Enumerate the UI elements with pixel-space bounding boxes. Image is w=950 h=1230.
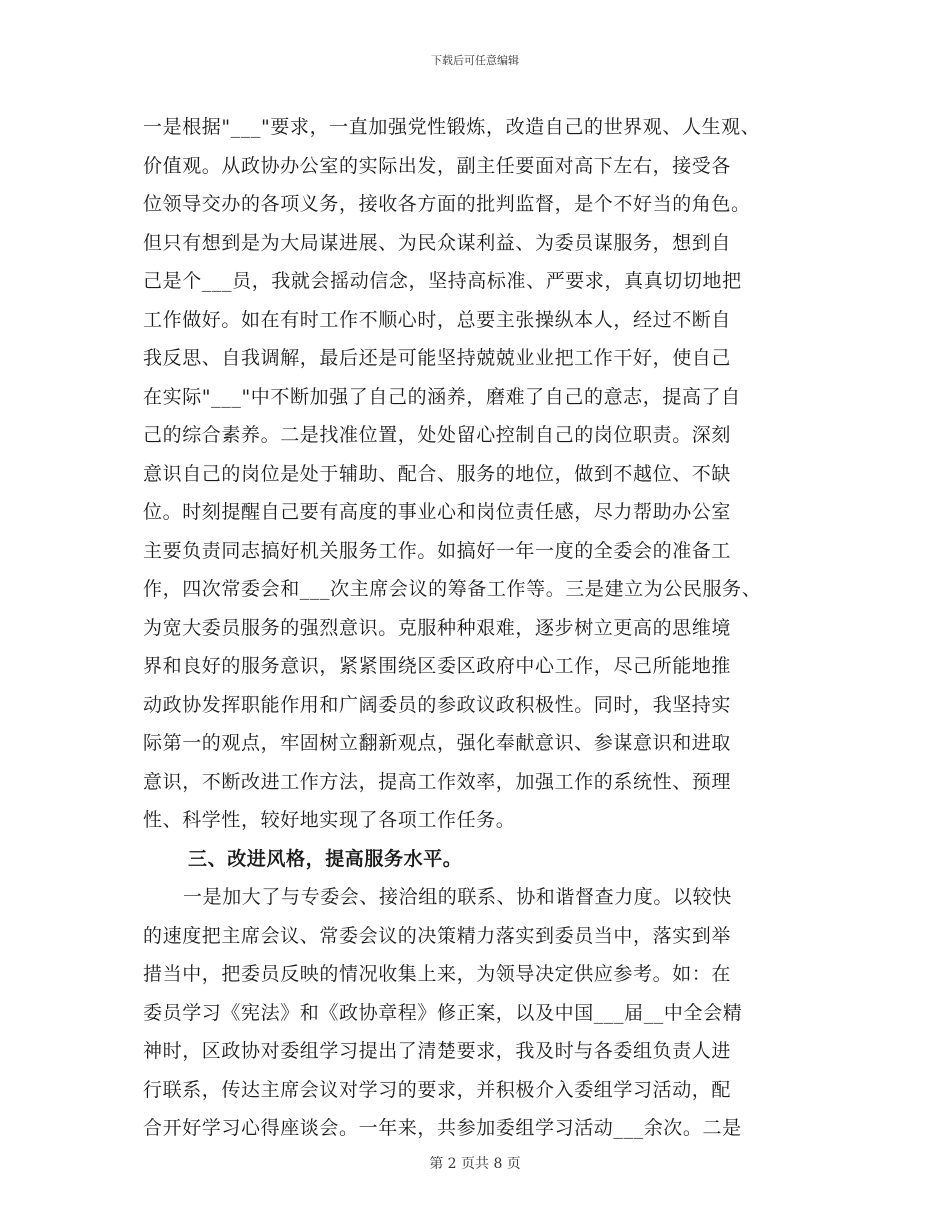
paragraph-line: 己是个___员，我就会摇动信念，坚持高标准、严要求，真真切切地把 (143, 270, 742, 292)
paragraph-line: 界和良好的服务意识，紧紧围绕区委区政府中心工作，尽己所能地推 (143, 655, 732, 677)
paragraph-line: 神时，区政协对委组学习提出了清楚要求，我及时与各委组负责人进 (143, 1040, 732, 1062)
paragraph-line: 意识，不断改进工作方法，提高工作效率，加强工作的系统性、预理 (143, 770, 732, 793)
paragraph-line: 措当中，把委员反映的情况收集上来，为领导决定供应参考。如：在 (143, 963, 732, 985)
paragraph-line: 动政协发挥职能作用和广阔委员的参政议政积极性。同时，我坚持实 (143, 693, 732, 716)
paragraph-line: 工作做好。如在有时工作不顺心时，总要主张操纵本人，经过不断自 (143, 308, 732, 331)
paragraph-line: 行联系，传达主席会议对学习的要求，并积极介入委组学习活动，配 (143, 1078, 732, 1101)
paragraph-line: 合开好学习心得座谈会。一年来，共参加委组学习活动___余次。二是 (143, 1117, 742, 1139)
paragraph-line: 意识自己的岗位是处于辅助、配合、服务的地位，做到不越位、不缺 (143, 462, 732, 485)
paragraph-line: 委员学习《宪法》和《政协章程》修正案，以及中国___届__中全会精 (143, 1001, 743, 1024)
paragraph-line: 作，四次常委会和___次主席会议的筹备工作等。三是建立为公民服务、 (143, 578, 762, 600)
paragraph-line: 己的综合素养。二是找准位置，处处留心控制自己的岗位职责。深刻 (143, 424, 732, 446)
paragraph-line: 一是加大了与专委会、接洽组的联系、协和谐督查力度。以较快 (183, 886, 732, 908)
paragraph-line: 际第一的观点，牢固树立翻新观点，强化奉献意识、参谋意识和进取 (143, 732, 732, 754)
paragraph-line: 价值观。从政协办公室的实际出发，副主任要面对高下左右，接受各 (143, 154, 732, 177)
page-header: 下载后可任意编辑 (431, 54, 519, 67)
paragraph-line: 性、科学性，较好地实现了各项工作任务。 (143, 809, 516, 831)
paragraph-line: 但只有想到是为大局谋进展、为民众谋利益、为委员谋服务，想到自 (143, 231, 732, 254)
document-body (143, 108, 813, 1148)
paragraph-line: 的速度把主席会议、常委会议的决策精力落实到委员当中，落实到举 (143, 924, 732, 947)
paragraph-line: 一是根据"___"要求，一直加强党性锻炼，改造自己的世界观、人生观、 (143, 116, 761, 138)
paragraph-line: 位。时刻提醒自己要有高度的事业心和岗位责任感，尽力帮助办公室 (143, 501, 732, 523)
paragraph-line: 位领导交办的各项义务，接收各方面的批判监督，是个不好当的角色。 (143, 193, 751, 215)
paragraph-line: 为宽大委员服务的强烈意识。克服种种艰难，逐步树立更高的思维境 (143, 616, 732, 639)
paragraph-line: 主要负责同志搞好机关服务工作。如搞好一年一度的全委会的准备工 (143, 539, 732, 562)
page-number: 第 2 页共 8 页 (429, 1156, 521, 1172)
paragraph-line: 在实际"___"中不断加强了自己的涵养，磨难了自己的意志，提高了自 (143, 385, 741, 408)
section-heading: 三、改进风格，提高服务水平。 (188, 847, 463, 870)
paragraph-line: 我反思、自我调解，最后还是可能坚持兢兢业业把工作干好，使自己 (143, 347, 732, 369)
